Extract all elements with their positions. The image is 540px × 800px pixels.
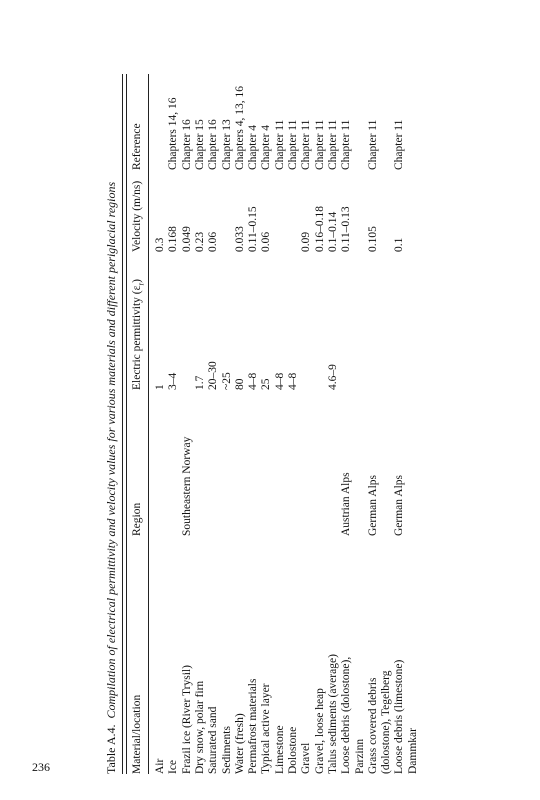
cell-permittivity: 4.6–9: [326, 364, 339, 390]
header-reference: Reference: [131, 123, 143, 170]
cell-permittivity: 3–4: [167, 372, 180, 390]
cell-material: Loose debris (limestone): [393, 659, 406, 774]
cell-reference: Chapter 4: [247, 124, 260, 170]
cell-reference: Chapter 16: [180, 119, 193, 170]
cell-velocity: 0.16–0.18: [313, 206, 326, 252]
cell-material: Loose debris (dolostone),: [340, 656, 353, 774]
header-material: Material/location: [131, 694, 143, 774]
table-row: [287, 74, 300, 774]
table-row: [274, 74, 287, 774]
table-row: [154, 74, 167, 774]
cell-material: Dry snow, polar firn: [193, 680, 206, 774]
cell-reference: Chapters 4, 13, 16: [233, 85, 246, 170]
cell-velocity: 0.11–0.15: [247, 206, 260, 252]
table-row: [260, 74, 273, 774]
table-row: [367, 74, 380, 774]
header-region: Region: [131, 502, 143, 536]
cell-material: Sediments: [220, 726, 233, 774]
cell-material: Gravel: [300, 742, 313, 774]
table-row: [327, 74, 340, 774]
cell-material: Water (fresh): [233, 713, 246, 774]
cell-permittivity: 4–8: [247, 372, 260, 390]
table-row: [407, 74, 420, 774]
cell-material: Parzinn: [353, 738, 366, 774]
cell-material: Talus sediments (average): [326, 654, 339, 774]
cell-reference: Chapter 11: [326, 119, 339, 170]
cell-material: Air: [154, 758, 166, 774]
cell-reference: Chapter 11: [313, 119, 326, 170]
cell-reference: Chapter 11: [340, 119, 353, 170]
cell-velocity: 0.033: [233, 226, 246, 252]
table-caption: [104, 74, 119, 774]
cell-reference: Chapter 15: [193, 119, 206, 170]
cell-region: German Alps: [366, 474, 379, 536]
table-row: [354, 74, 367, 774]
cell-region: Austrian Alps: [340, 472, 353, 536]
table-row: [300, 74, 313, 774]
cell-velocity: 0.1–0.14: [326, 211, 339, 252]
cell-reference: Chapters 14, 16: [167, 97, 180, 170]
cell-velocity: 0.105: [366, 226, 379, 252]
rotated-table: [104, 74, 540, 774]
cell-reference: Chapter 4: [260, 124, 273, 170]
header-rule: [148, 74, 149, 774]
cell-reference: Chapter 13: [220, 119, 233, 170]
cell-permittivity: 20–30: [207, 361, 220, 390]
cell-material: Dolostone: [287, 726, 299, 774]
top-rule: [122, 74, 123, 774]
cell-material: Grass covered debris: [366, 677, 379, 774]
cell-permittivity: 4–8: [273, 372, 286, 390]
cell-permittivity: 4–8: [287, 372, 299, 390]
top-rule-double: [126, 74, 127, 774]
table-row: [380, 74, 393, 774]
cell-velocity: 0.1: [393, 237, 406, 252]
cell-material: Typical active layer: [260, 683, 273, 774]
cell-velocity: 0.11–0.13: [340, 206, 353, 252]
table-row: [314, 74, 327, 774]
cell-region: German Alps: [393, 474, 406, 536]
table-row: [340, 74, 353, 774]
cell-reference: Chapter 11: [273, 119, 286, 170]
cell-material: Permafrost materials: [247, 678, 260, 774]
cell-velocity: 0.168: [167, 226, 180, 252]
table-number: Table A.4.: [104, 724, 118, 774]
cell-reference: Chapter 16: [207, 119, 220, 170]
table-row: [194, 74, 207, 774]
cell-material: Limestone: [273, 725, 286, 774]
header-permittivity: Electric permittivity $(\varepsilon_r)$: [131, 279, 146, 390]
header-velocity: Velocity (m/ns): [131, 180, 143, 252]
cell-material: Dammkar: [406, 728, 419, 774]
cell-material: Saturated sand: [207, 706, 220, 774]
cell-velocity: 0.09: [300, 231, 313, 252]
cell-permittivity: 80: [233, 378, 246, 390]
cell-reference: Chapter 11: [366, 119, 379, 170]
cell-material: Frazil ice (River Trysil): [180, 665, 193, 774]
cell-velocity: 0.049: [180, 226, 193, 252]
cell-material: (dolostone), Tegelberg: [380, 670, 393, 774]
cell-velocity: 0.06: [260, 231, 273, 252]
caption-text: Compilation of electrical permittivity and velocity values for various materials and different periglacial regions: [104, 181, 118, 719]
table-row: [221, 74, 234, 774]
table-row: [247, 74, 260, 774]
cell-permittivity: 1.7: [193, 375, 206, 390]
cell-material: Gravel, loose heap: [313, 688, 326, 774]
table-row: [234, 74, 247, 774]
page-number: 236: [32, 760, 50, 774]
table-row: [393, 74, 406, 774]
cell-velocity: 0.06: [207, 231, 220, 252]
cell-material: Ice: [167, 759, 180, 774]
cell-reference: Chapter 11: [287, 119, 299, 170]
cell-velocity: 0.3: [154, 237, 166, 252]
cell-permittivity: ~25: [220, 372, 233, 390]
cell-reference: Chapter 11: [393, 119, 406, 170]
table-row: [181, 74, 194, 774]
cell-permittivity: 25: [260, 378, 273, 390]
cell-permittivity: 1: [154, 384, 166, 390]
cell-reference: Chapter 11: [300, 119, 313, 170]
table-row: [207, 74, 220, 774]
cell-velocity: 0.23: [193, 231, 206, 252]
table-row: [167, 74, 180, 774]
cell-region: Southeastern Norway: [180, 436, 193, 536]
